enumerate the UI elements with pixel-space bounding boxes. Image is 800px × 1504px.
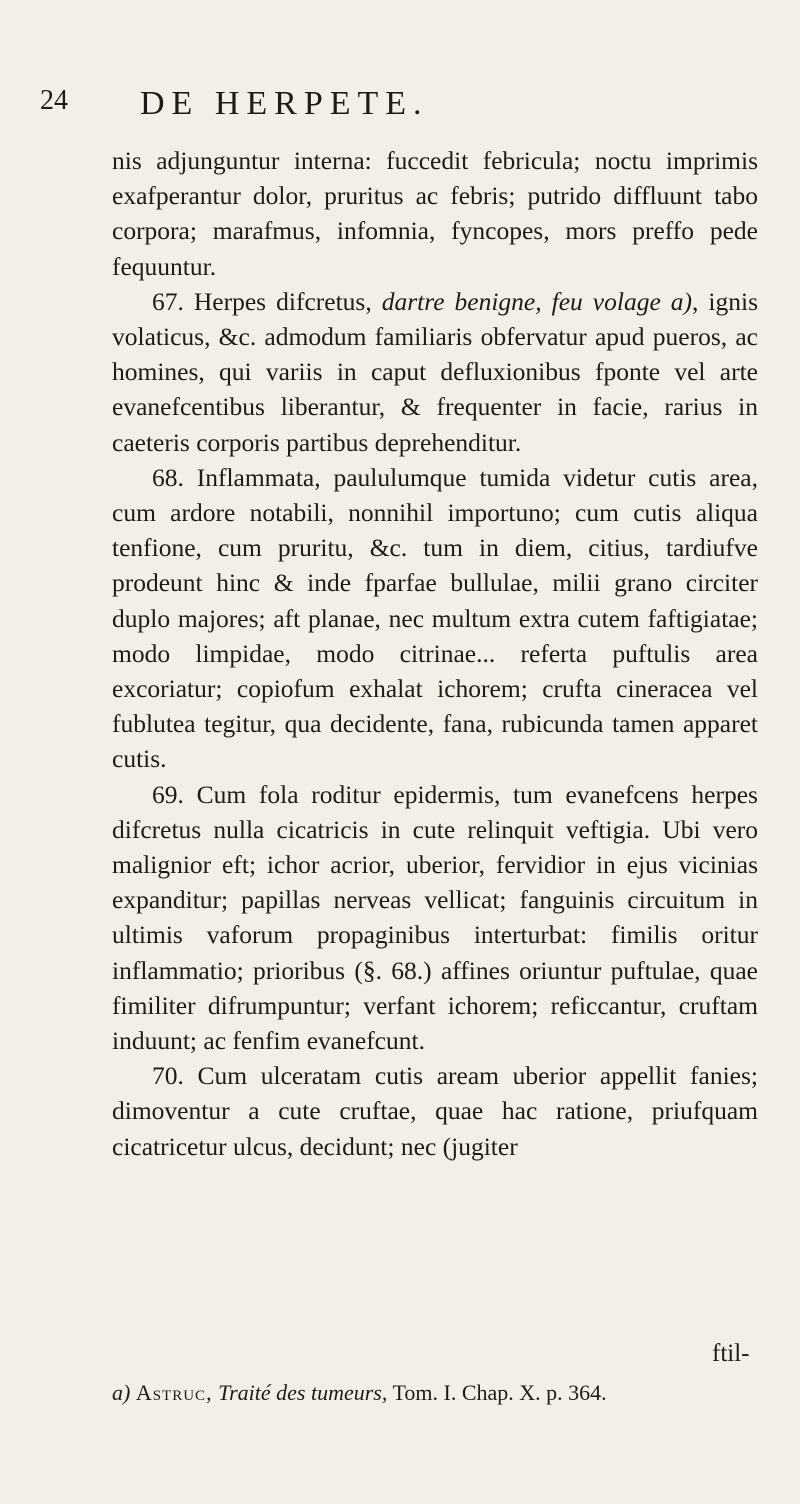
page-header [40,85,760,125]
paragraph-69: 69. Cum fola roditur epidermis, tum evanefcens herpes difcretus nulla cicatricis in cute relinquit veftigia. Ubi vero malignior eft; ichor acrior, uberior, fervidior in ejus vicinias expanditur; papillas nerveas vellicat; fanguinis circuitum in ultimis vaforum propaginibus interturbat: fimilis oritur inflammatio; prioribus (§. 68.) affines oriuntur puftulae, quae fimiliter difrumpuntur; verfant ichorem; reficcantur, cruftam induunt; ac fenfim evanefcunt. [112,779,758,1056]
paragraph-67-rest: , ignis volaticus, &c. admodum familiaris obfervatur apud pueros, ac homines, qui variis in caput defluxionibus fponte vel arte evanefcentibus liberantur, & frequenter in facie, rarius in caeteris corporis partibus deprehenditur. [112,286,759,457]
footnote-title: Traité des tumeurs, [218,1380,388,1405]
paragraph-68: 68. Inflammata, paululumque tumida videtur cutis area, cum ardore notabili, nonnihil importuno; cum cutis aliqua tenfione, cum pruritu, &c. tum in diem, citius, tardiufve prodeunt hinc & inde fparfae bullulae, milii grano circiter duplo majores; aft planae, nec multum extra cutem faftigiatae; modo limpidae, modo citrinae... referta puftulis area excoriatur; copiofum exhalat ichorem; crufta cineracea vel fublutea tegitur, qua decidente, fana, rubicunda tamen apparet cutis. [112,462,758,774]
footnote [112,1378,772,1408]
page-number: 24 [40,85,68,116]
paragraph-67 [112,284,758,460]
paragraph-continuation: nis adjunguntur interna: fuccedit febricula; noctu imprimis exafperantur dolor, pruritus ac febris; putrido diffluunt tabo corpora; marafmus, infomnia, fyncopes, mors preffo pede fequuntur. [112,146,758,281]
paragraph-70: 70. Cum ulceratam cutis aream uberior appellit fanies; dimoventur a cute cruftae, quae hac ratione, priufquam cicatricetur ulcus, decidunt; nec (jugiter [112,1061,758,1161]
paragraph-67-start: 67. Herpes difcretus, [152,286,382,316]
running-title: DE HERPETE. [140,85,429,122]
footnote-author: Astruc, [135,1380,213,1405]
paragraph-67-french-term: dartre benigne, feu volage a) [381,286,693,316]
catchword: ftil- [712,1340,750,1367]
body-text [112,143,758,1164]
footnote-marker: a) [112,1380,131,1405]
footnote-reference: Tom. I. Chap. X. p. 364. [392,1380,607,1405]
